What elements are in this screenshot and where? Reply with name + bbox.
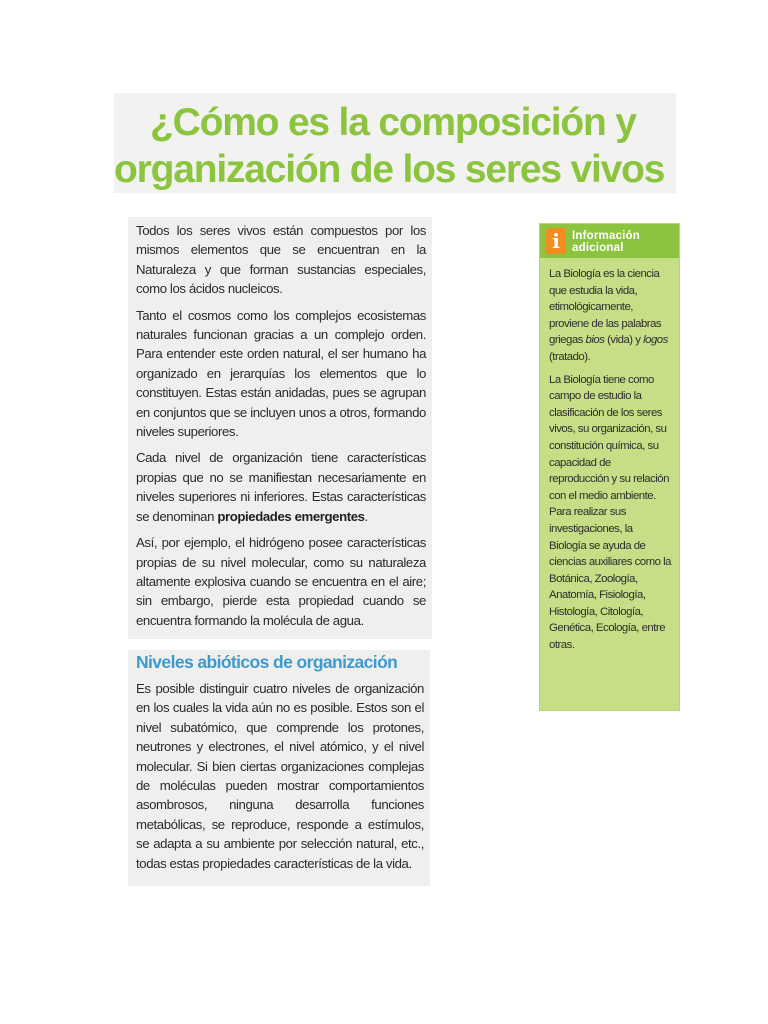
info-paragraph-2: La Biología tiene como campo de estudio la clasificación de los seres vivos, su organización, su constitución química, su capacidad de reproducción y su relación con el medio ambiente. Para realizar sus investigaciones, la Biología se ayuda de ciencias auxiliares como la Botánica, Zoología, Anatomía, Fisiología, Histología, Citología, Genética, Ecología, entre otras.: [549, 373, 671, 652]
info-p1-start: La Biología es la ciencia que estudia la vida, etimológicamente, proviene de las palabras griegas: [549, 268, 662, 347]
paragraph-1: Todos los seres vivos están compuestos por los mismos elementos que se encuentran en la Naturaleza y que forman sustancias especiales, como los ácidos nucleicos.: [136, 223, 426, 297]
section-heading: Niveles abióticos de organización: [136, 652, 398, 672]
info-box-body: [540, 258, 679, 654]
info-box-header: [540, 224, 679, 258]
paragraph-2: Tanto el cosmos como los complejos ecosistemas naturales funcionan gracias a un complejo orden. Para entender este orden natural, el ser humano ha organizado en jerarquías los elementos que lo constituyen. Estas están anidadas, pues se agrupan en conjuntos que se incluyen unos a otros, formando niveles superiores.: [136, 307, 426, 440]
page-title-line-1: ¿Cómo es la composición y: [150, 101, 636, 144]
paragraph-4: Así, por ejemplo, el hidrógeno posee características propias de su nivel molecular, como su naturaleza altamente explosiva cuando se encuentra en el aire; sin embargo, pierde esta propiedad cuando se encuentra formando la molécula de agua.: [136, 535, 426, 628]
main-text-column: [128, 217, 432, 639]
term-bios: bios: [585, 334, 605, 347]
page-title-line-2: organización de los seres vivos: [114, 150, 670, 189]
info-box-title: [572, 230, 676, 254]
info-p1-end: (tratado).: [549, 350, 591, 363]
paragraph-3-text: Cada nivel de organización tiene características propias que no se manifiestan necesariamente en niveles superiores ni inferiores. Estas características se denominan: [136, 450, 426, 524]
info-paragraph-1: [549, 266, 671, 366]
additional-info-box: [539, 223, 680, 711]
info-icon: i: [546, 228, 566, 254]
term-logos: logos: [643, 334, 668, 347]
emergent-properties-term: propiedades emergentes: [217, 508, 365, 524]
info-box-title-line-1: Información: [572, 230, 641, 242]
abiotic-levels-section: [128, 650, 430, 886]
paragraph-3: [136, 448, 426, 526]
section-paragraph: Es posible distinguir cuatro niveles de organización en los cuales la vida aún no es posible. Estos son el nivel subatómico, que comprende los protones, neutrones y electrones, el nivel atómico, y el nivel molecular. Si bien ciertas organizaciones complejas de moléculas pueden mostrar comportamientos asombrosos, ninguna desarrolla funciones metabólicas, se reproduce, responde a estímulos, se adapta a su ambiente por selección natural, etc., todas estas propiedades características de la vida.: [136, 681, 424, 871]
info-p1-mid: (vida) y: [604, 334, 644, 347]
paragraph-3-end: .: [364, 508, 368, 524]
info-box-title-line-2: adicional: [572, 242, 624, 254]
